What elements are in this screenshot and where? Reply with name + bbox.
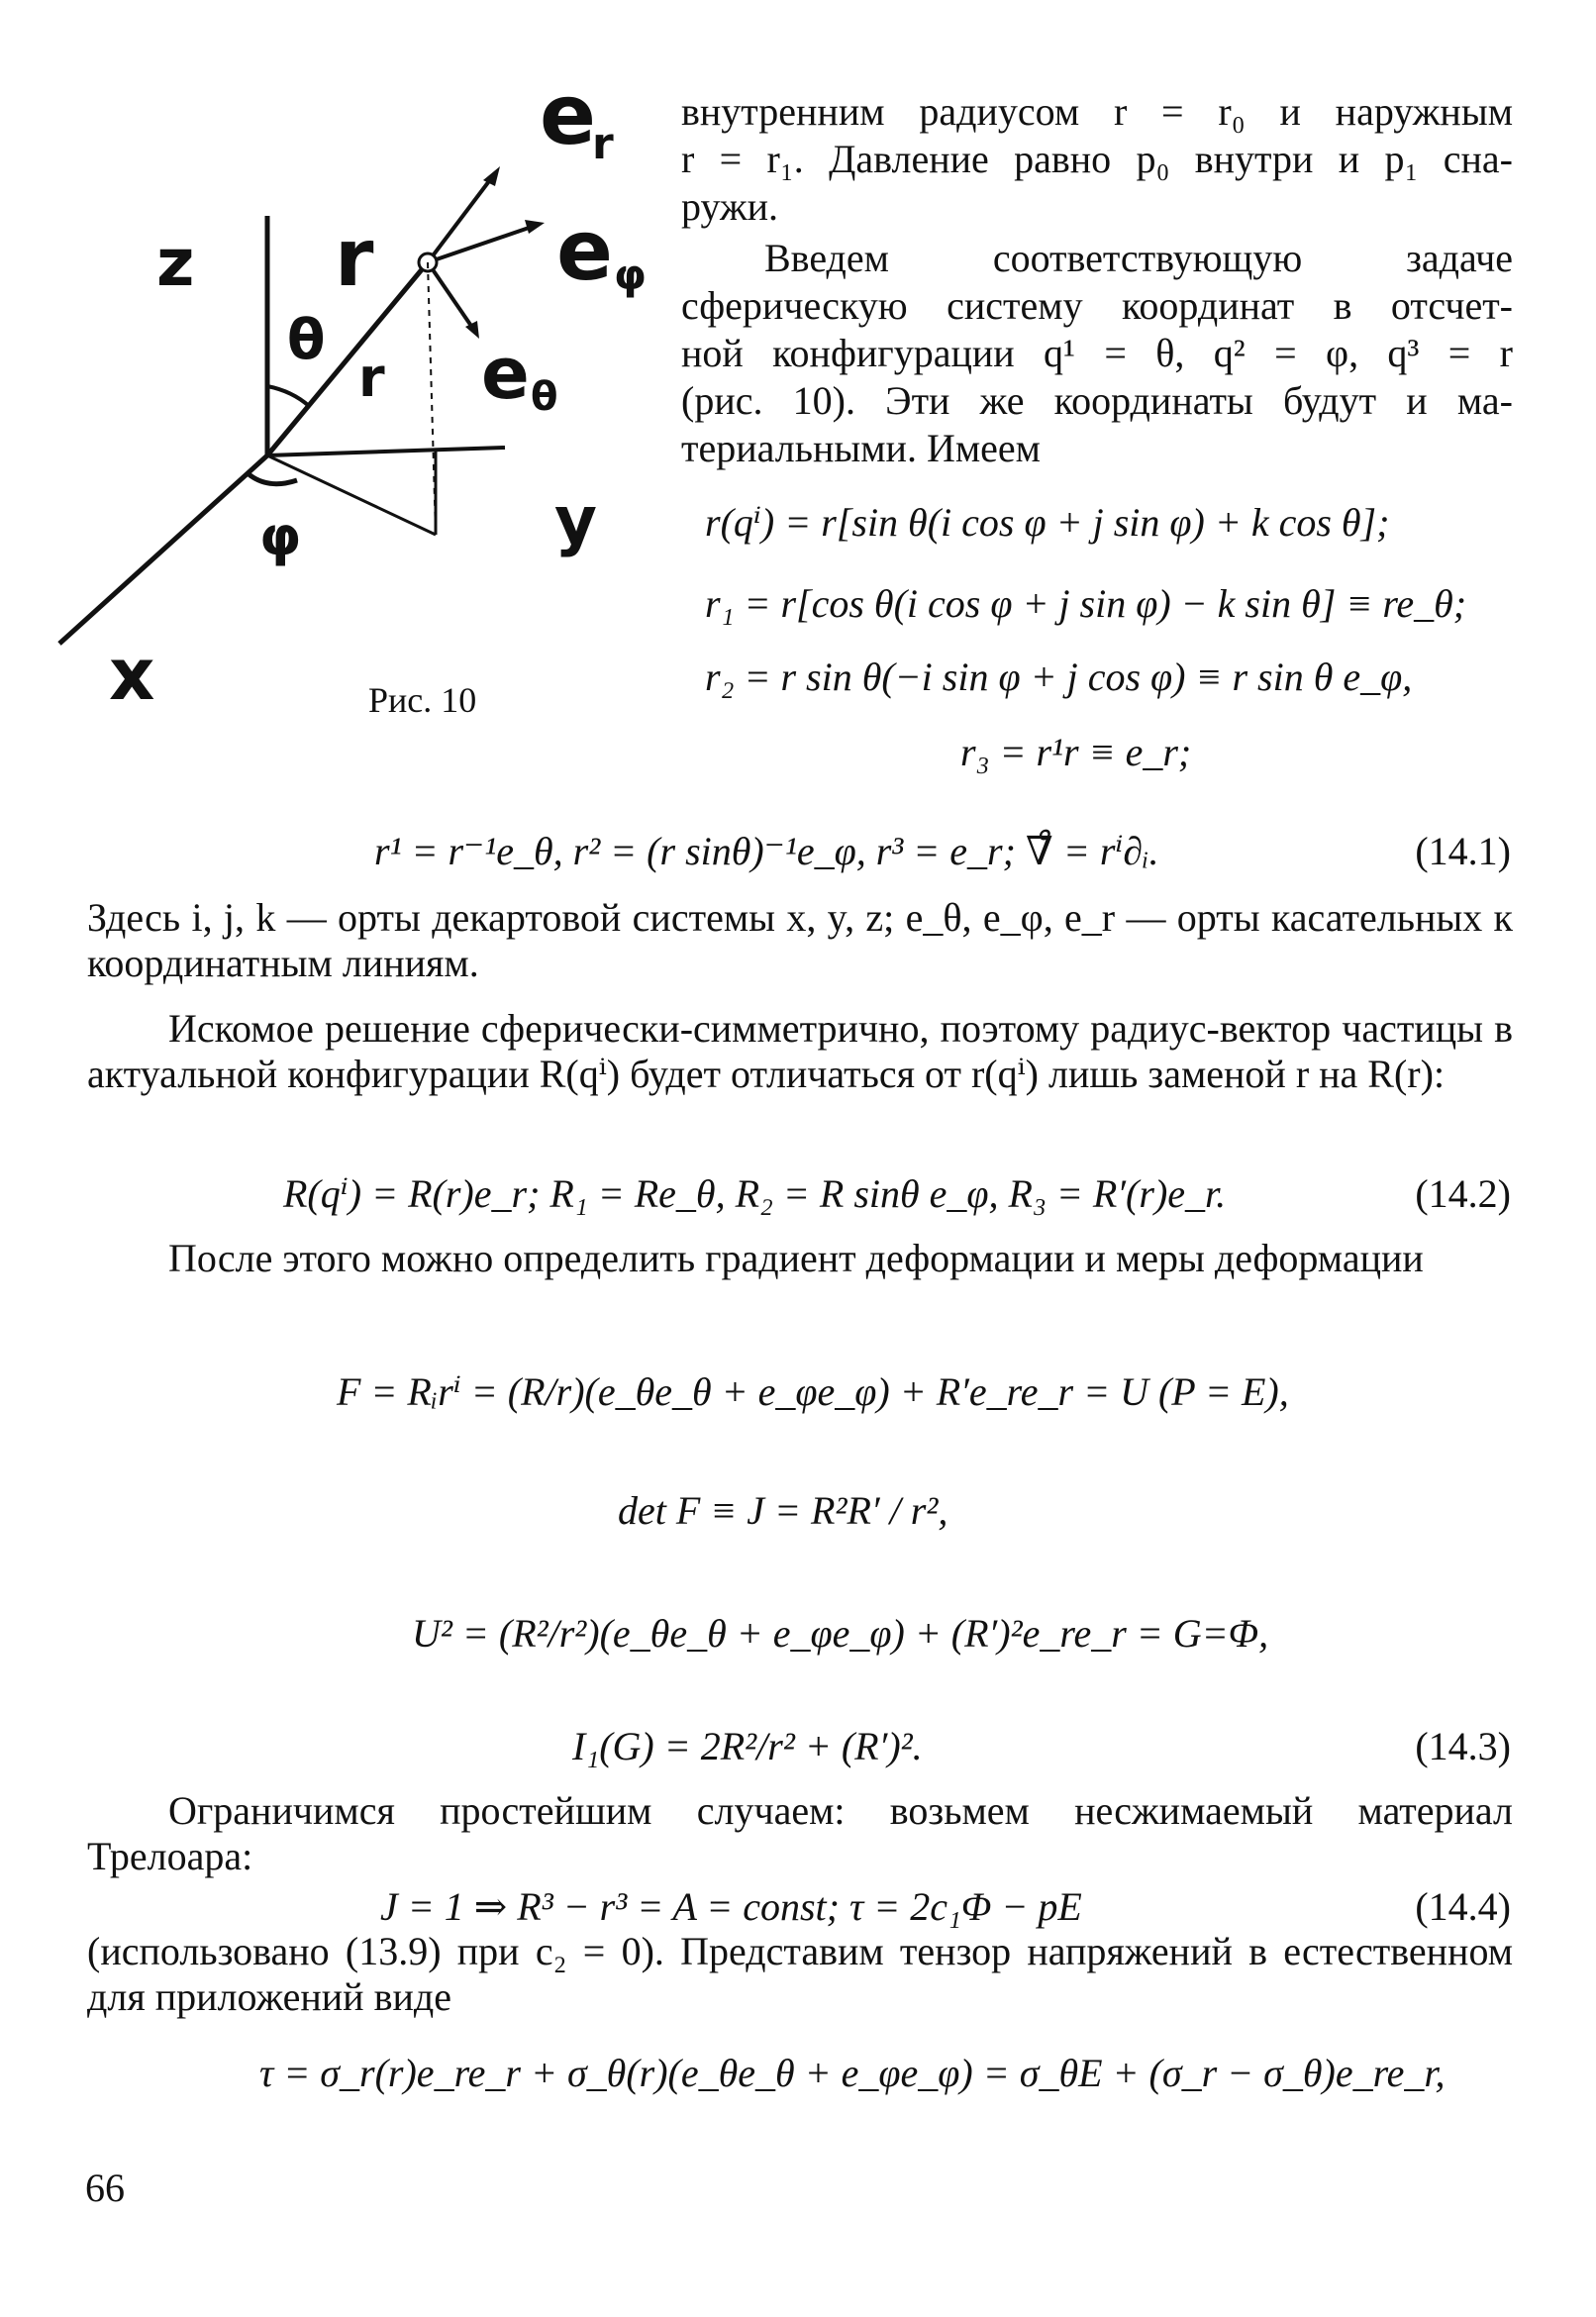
- text-line: териальными. Имеем: [681, 426, 1041, 470]
- equation-r3: r₃ = r¹r ≡ e_r;: [960, 730, 1192, 774]
- label-e-r: e: [540, 66, 596, 163]
- label-theta: θ: [287, 308, 326, 372]
- label-z: z: [156, 225, 195, 301]
- page-number: 66: [85, 2166, 125, 2210]
- text-line: ружи.: [681, 184, 778, 229]
- equation-14-4: J = 1 ⇒ R³ − r³ = A = const; τ = 2c₁Φ − pE: [380, 1884, 1082, 1929]
- label-e-r-sub: r: [592, 119, 614, 169]
- text-line: Введем соответствующую задаче: [764, 236, 1513, 280]
- paragraph-treloar: Ограничимся простейшим случаем: возьмем несжимаемый материал Трелоара:: [87, 1788, 1513, 1878]
- equation-r1: r₁ = r[cos θ(i cos φ + j sin φ) − k sin θ] ≡ re_θ;: [705, 581, 1467, 626]
- text-line: внутренним радиусом r = r₀ и наружным: [681, 89, 1513, 134]
- e-theta-arrow: [428, 262, 475, 332]
- equation-r2: r₂ = r sin θ(−i sin φ + j cos φ) ≡ r sin θ e_φ,: [705, 655, 1413, 699]
- figure-spherical-coordinates: [0, 0, 673, 713]
- paragraph-stress-tensor: (использовано (13.9) при c₂ = 0). Представим тензор напряжений в естественном для приложений виде: [87, 1929, 1513, 2019]
- x-axis: [59, 455, 267, 644]
- label-e-phi-sub: φ: [614, 251, 647, 299]
- equation-14-1: r¹ = r⁻¹e_θ, r² = (r sinθ)⁻¹e_φ, r³ = e_r; ∇̊ = rⁱ∂ᵢ.: [374, 829, 1159, 873]
- e-phi-arrowhead: [525, 220, 545, 234]
- label-e-theta-sub: θ: [531, 374, 558, 420]
- y-axis: [267, 448, 505, 455]
- text-line: ной конфигурации q¹ = θ, q² = φ, q³ = r: [681, 331, 1513, 375]
- theta-arc: [267, 386, 309, 406]
- phi-arc: [248, 473, 297, 484]
- label-r: r: [358, 347, 385, 409]
- label-phi: φ: [259, 505, 302, 567]
- equation-14-3-line2: det F ≡ J = R²R′ / r²,: [618, 1488, 948, 1533]
- label-e-theta: e: [481, 332, 530, 415]
- equation-number-14-2: (14.2): [1415, 1171, 1511, 1216]
- text-line: r = r₁. Давление равно p₀ внутри и p₁ сна-: [681, 137, 1513, 181]
- equation-14-3-line4: I₁(G) = 2R²/r² + (R′)².: [572, 1724, 923, 1768]
- paragraph-gradient: После этого можно определить градиент деформации и меры деформации: [168, 1236, 1424, 1280]
- equation-number-14-3: (14.3): [1415, 1724, 1511, 1768]
- equation-14-3-line1: F = Rᵢrⁱ = (R/r)(e_θe_θ + e_φe_φ) + R′e_re_r = U (P = E),: [337, 1369, 1289, 1414]
- equation-number-14-1: (14.1): [1415, 829, 1511, 873]
- equation-stress-tensor: τ = σ_r(r)e_re_r + σ_θ(r)(e_θe_θ + e_φe_φ) = σ_θE + (σ_r − σ_θ)e_re_r,: [259, 2051, 1446, 2095]
- paragraph-orts: Здесь i, j, k — орты декартовой системы x, y, z; e_θ, e_φ, e_r — орты касательных к координатным линиям.: [87, 895, 1513, 985]
- text-line: сферическую систему координат в отсчет-: [681, 283, 1513, 328]
- label-y: y: [554, 482, 598, 558]
- label-e-phi: e: [556, 202, 613, 299]
- label-x: x: [109, 633, 155, 713]
- label-r-bold: r: [335, 212, 374, 304]
- equation-14-2: R(qⁱ) = R(r)e_r; R₁ = Re_θ, R₂ = R sinθ e_φ, R₃ = R′(r)e_r.: [283, 1171, 1227, 1216]
- equation-number-14-4: (14.4): [1415, 1884, 1511, 1929]
- figure-caption: Рис. 10: [368, 680, 477, 720]
- text-line: (рис. 10). Эти же координаты будут и ма-: [681, 378, 1513, 423]
- equation-r-qi: r(qⁱ) = r[sin θ(i cos φ + j sin φ) + k cos θ];: [705, 500, 1390, 545]
- equation-14-3-line3: U² = (R²/r²)(e_θe_θ + e_φe_φ) + (R′)²e_re_r = G=Φ,: [412, 1611, 1269, 1656]
- paragraph-solution: Искомое решение сферически-симметрично, поэтому радиус-вектор частицы в актуальной конфигурации R(qⁱ) будет отличаться от r(qⁱ) лишь заменой r на R(r):: [87, 1006, 1513, 1096]
